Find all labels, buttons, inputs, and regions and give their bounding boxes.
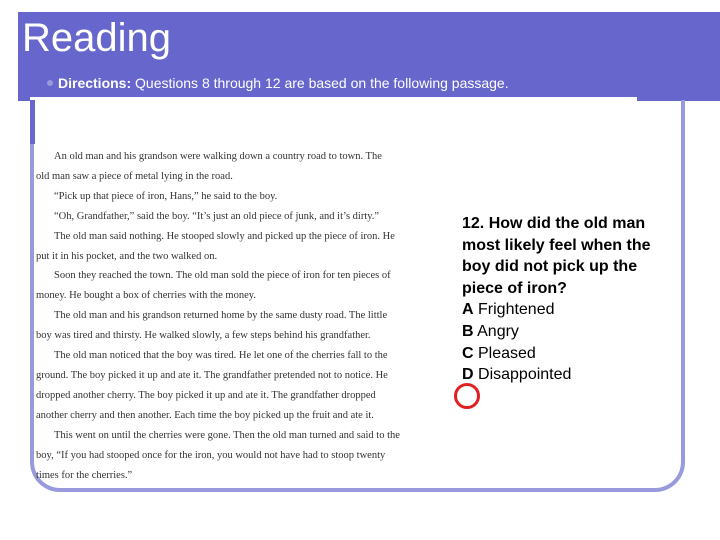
choice-letter: B [462, 322, 474, 340]
slide-title: Reading [22, 16, 172, 60]
choice-c[interactable] [462, 343, 662, 365]
passage-line: ground. The boy picked it up and ate it. The grandfather pretended not to notice. He [36, 369, 388, 381]
left-margin [0, 0, 18, 540]
passage-line: An old man and his grandson were walking down a country road to town. The [54, 151, 382, 162]
header-top-strip [0, 0, 720, 12]
passage-line: boy was tired and thirsty. He walked slowly, a few steps behind his grandfather. [36, 330, 371, 342]
directions-text: Questions 8 through 12 are based on the following passage. [131, 75, 509, 91]
passage-line: “Pick up that piece of iron, Hans,” he said to the boy. [54, 190, 278, 202]
frame-accent [30, 100, 35, 144]
passage-line: dropped another cherry. The boy picked it up and ate it. The grandfather dropped [36, 389, 376, 401]
passage-line: The old man and his grandson returned home by the same dusty road. The little [54, 310, 388, 322]
choice-b[interactable] [462, 321, 662, 343]
choice-a[interactable] [462, 299, 662, 321]
passage-line: The old man noticed that the boy was tired. He let one of the cherries fall to the [54, 350, 388, 362]
slide-header [0, 0, 720, 101]
choice-label: Angry [473, 322, 519, 340]
choice-letter: A [462, 301, 474, 319]
answer-circle-icon [454, 383, 480, 409]
choice-letter: C [462, 344, 474, 362]
directions-label: Directions: [58, 75, 132, 91]
passage-line: times for the cherries.” [36, 469, 133, 481]
reading-passage [36, 147, 436, 485]
passage-line: “Oh, Grandfather,” said the boy. “It’s just an old piece of junk, and it’s dirty.” [54, 210, 380, 222]
question-block [462, 213, 662, 386]
passage-line: put it in his pocket, and the two walked on. [36, 250, 218, 262]
choice-letter: D [462, 366, 474, 384]
choice-label: Disappointed [473, 366, 572, 384]
passage-line: The old man said nothing. He stooped slowly and picked up the piece of iron. He [54, 230, 395, 242]
passage-line: another cherry and then another. Each time the boy picked up the fruit and ate it. [36, 409, 374, 421]
passage-line: old man saw a piece of metal lying in the road. [36, 170, 233, 182]
question-text: 12. How did the old man most likely feel when the boy did not pick up the piece of iron? [462, 215, 651, 297]
choice-label: Frightened [473, 301, 555, 319]
directions-line [58, 74, 509, 92]
passage-line: money. He bought a box of cherries with the money. [36, 290, 256, 302]
choice-d[interactable] [462, 364, 662, 386]
passage-line: This went on until the cherries were gone. Then the old man turned and said to the [54, 429, 400, 441]
bullet-icon [47, 80, 53, 86]
choice-label: Pleased [473, 344, 536, 362]
passage-line: boy, “If you had stooped once for the iron, you would not have had to stoop twenty [36, 449, 386, 461]
passage-line: Soon they reached the town. The old man sold the piece of iron for ten pieces of [54, 270, 391, 282]
